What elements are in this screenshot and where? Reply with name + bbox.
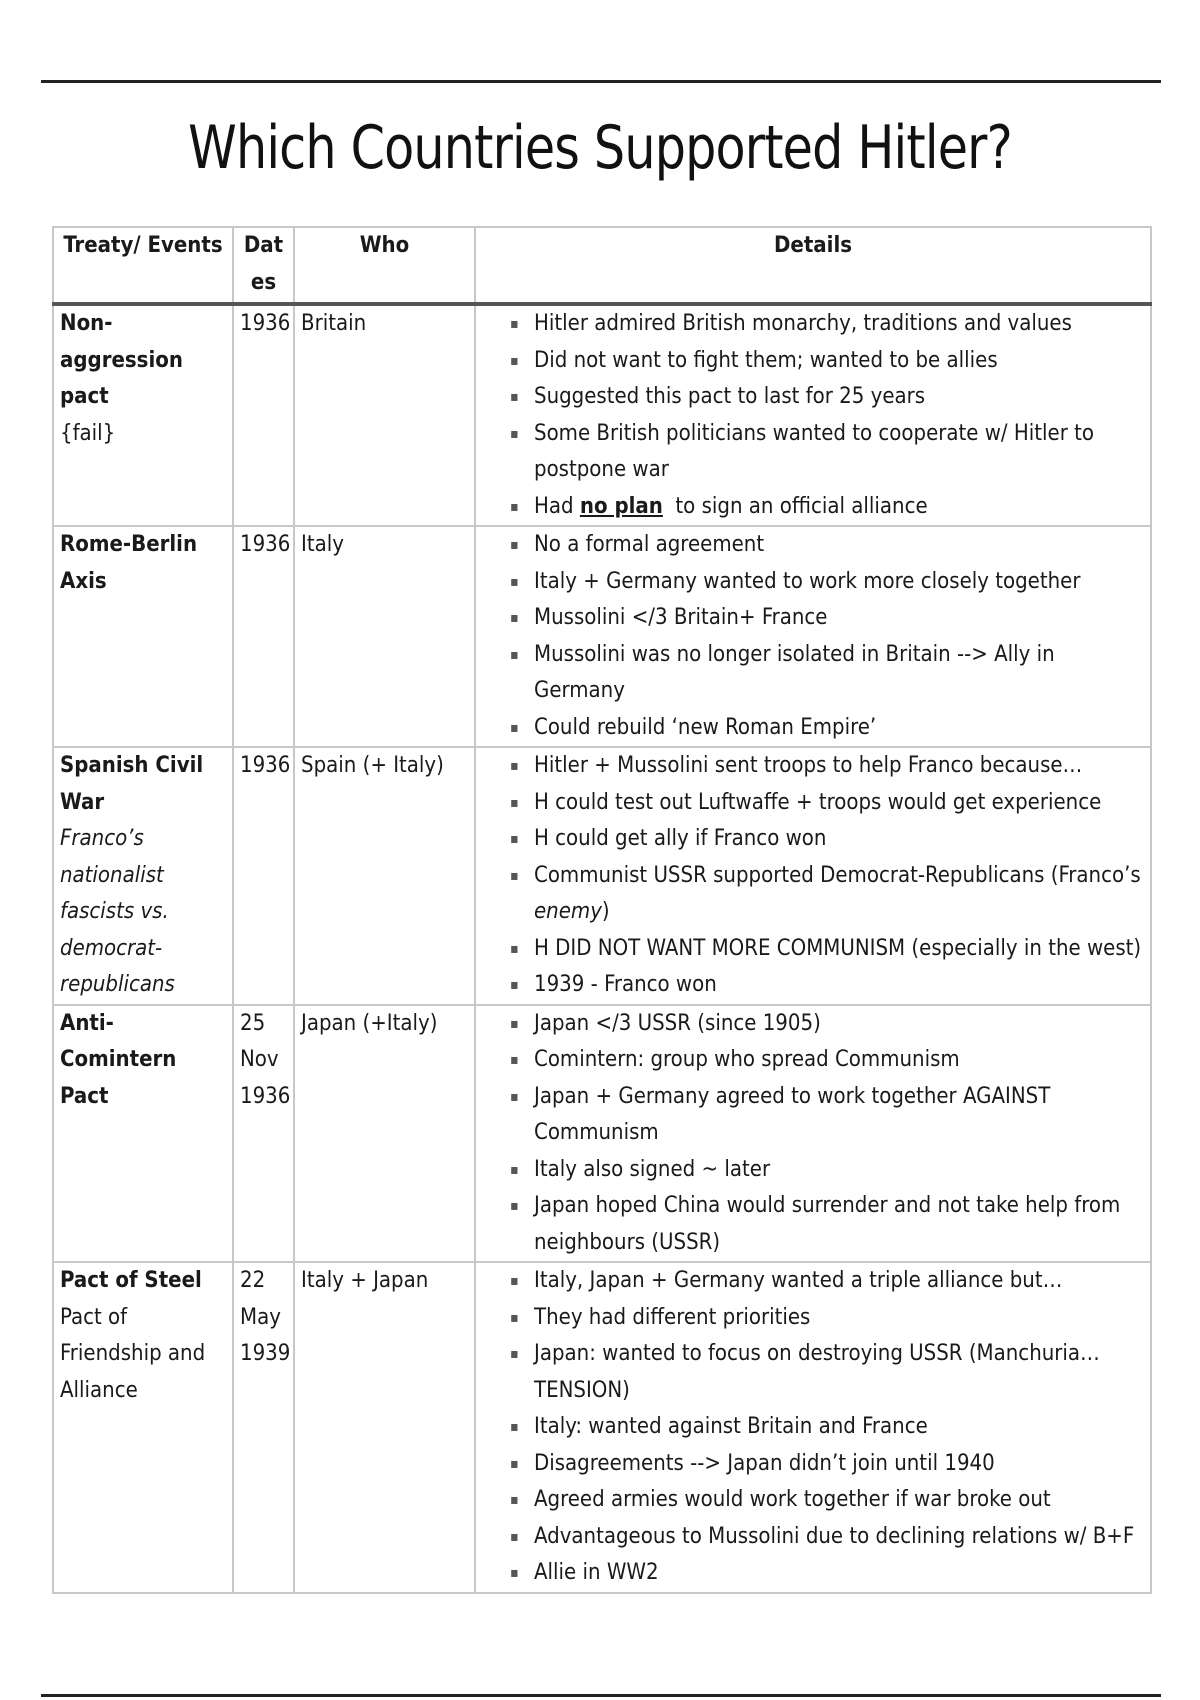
table-row — [53, 1262, 1151, 1593]
detail-text: Could rebuild ‘new Roman Empire’ — [534, 714, 877, 740]
list-item — [482, 564, 1144, 601]
detail-text: Mussolini was no longer isolated in Britain --> Ally in Germany — [534, 641, 1055, 703]
who-cell: Italy + Japan — [294, 1262, 475, 1593]
who-cell: Italy — [294, 526, 475, 747]
bullet-icon: ▪ — [510, 719, 519, 736]
detail-text-post: to sign an official alliance — [662, 493, 928, 519]
bullet-icon: ▪ — [510, 1528, 519, 1545]
bullet-icon: ▪ — [510, 1419, 519, 1435]
detail-text: Japan + Germany agreed to work together AGAINST Communism — [534, 1083, 1051, 1145]
who-cell: Spain (+ Italy) — [294, 747, 475, 1005]
bullet-icon: ▪ — [510, 1088, 519, 1105]
list-item — [482, 785, 1144, 822]
detail-text: Hitler admired British monarchy, traditions and values — [534, 311, 1072, 336]
event-name: Anti-Comintern Pact — [60, 1010, 177, 1109]
detail-text: Italy + Germany wanted to work more closely together — [534, 568, 1081, 594]
details-cell — [475, 526, 1151, 747]
list-item — [482, 1555, 1144, 1592]
detail-text-pre: Had — [534, 493, 580, 519]
list-item — [482, 637, 1144, 710]
bullet-icon: ▪ — [510, 646, 519, 663]
list-item — [482, 710, 1144, 747]
detail-text: Italy: wanted against Britain and France — [534, 1414, 928, 1439]
detail-text: Japan: wanted to focus on destroying USSR (Manchuria… TENSION) — [534, 1341, 1100, 1403]
table-row — [53, 747, 1151, 1005]
detail-text: Did not want to fight them; wanted to be allies — [534, 347, 998, 373]
bullet-icon: ▪ — [510, 1198, 519, 1214]
bullet-icon: ▪ — [510, 1273, 519, 1289]
bullet-icon: ▪ — [510, 1346, 519, 1362]
event-name: Pact of Steel — [60, 1268, 202, 1293]
who-cell: Japan (+Italy) — [294, 1005, 475, 1263]
list-item — [482, 967, 1144, 1004]
bullet-icon: ▪ — [510, 352, 519, 369]
list-item — [482, 600, 1144, 637]
list-item — [482, 1300, 1144, 1337]
event-cell — [53, 304, 233, 526]
detail-text: Japan </3 USSR (since 1905) — [534, 1010, 821, 1036]
bullet-icon: ▪ — [510, 1565, 519, 1581]
list-item — [482, 931, 1144, 968]
list-item — [482, 379, 1144, 416]
detail-text: Comintern: group who spread Communism — [534, 1047, 960, 1072]
detail-emphasis: no plan — [579, 493, 663, 519]
detail-text: They had different priorities — [534, 1304, 811, 1330]
bullet-icon: ▪ — [510, 316, 519, 332]
table-row — [53, 1005, 1151, 1263]
bullet-icon: ▪ — [510, 758, 519, 774]
detail-text: 1939 - Franco won — [534, 972, 717, 997]
list-item — [482, 1263, 1144, 1300]
bullet-icon: ▪ — [510, 1161, 519, 1178]
list-item — [482, 416, 1144, 489]
detail-text: Disagreements --> Japan didn’t join until 1940 — [534, 1450, 995, 1476]
detail-emphasis: enemy — [534, 899, 602, 924]
detail-text: Advantageous to Mussolini due to declining relations w/ B+F — [534, 1523, 1135, 1549]
details-list — [482, 527, 1144, 746]
bullet-icon: ▪ — [510, 940, 519, 957]
header-who: Who — [294, 227, 475, 304]
detail-text: Some British politicians wanted to cooperate w/ Hitler to postpone war — [534, 420, 1094, 482]
detail-text: Hitler + Mussolini sent troops to help Franco because… — [534, 753, 1083, 778]
bullet-icon: ▪ — [510, 1492, 519, 1508]
table-row — [53, 526, 1151, 747]
details-cell — [475, 1262, 1151, 1593]
list-item — [482, 1482, 1144, 1519]
list-item — [482, 1079, 1144, 1152]
date-cell: 1936 — [233, 304, 294, 526]
list-item — [482, 748, 1144, 785]
list-item — [482, 1446, 1144, 1483]
event-subtitle: Franco’s nationalist fascists vs. democrat-republicans — [60, 826, 175, 997]
details-cell — [475, 747, 1151, 1005]
detail-text: Allie in WW2 — [534, 1560, 659, 1585]
detail-text: H could test out Luftwaffe + troops would get experience — [534, 789, 1102, 815]
list-item — [482, 821, 1144, 858]
details-list — [482, 306, 1144, 525]
list-item — [482, 1006, 1144, 1043]
bottom-rule — [41, 1694, 1161, 1697]
detail-text: Italy also signed ~ later — [534, 1156, 771, 1182]
details-cell — [475, 1005, 1151, 1263]
date-cell: 22 May 1939 — [233, 1262, 294, 1593]
list-item — [482, 306, 1144, 343]
details-list — [482, 1263, 1144, 1592]
bullet-icon: ▪ — [510, 977, 519, 993]
list-item — [482, 527, 1144, 564]
list-item — [482, 1188, 1144, 1261]
detail-text: Italy, Japan + Germany wanted a triple alliance but… — [534, 1268, 1063, 1293]
list-item — [482, 1152, 1144, 1189]
table-row — [53, 304, 1151, 526]
detail-text: Japan hoped China would surrender and not take help from neighbours (USSR) — [534, 1193, 1121, 1255]
details-cell — [475, 304, 1151, 526]
detail-text: Suggested this pact to last for 25 years — [534, 384, 926, 409]
event-name: Rome-Berlin Axis — [60, 532, 198, 594]
event-subtitle: {fail} — [60, 420, 116, 446]
date-cell: 1936 — [233, 747, 294, 1005]
date-cell: 1936 — [233, 526, 294, 747]
list-item — [482, 1519, 1144, 1556]
event-name: Spanish Civil War — [60, 753, 204, 815]
bullet-icon: ▪ — [510, 610, 519, 626]
detail-text: H could get ally if Franco won — [534, 826, 827, 851]
bullet-icon: ▪ — [510, 867, 519, 884]
event-cell — [53, 526, 233, 747]
treaty-table — [52, 226, 1152, 1594]
details-list — [482, 1006, 1144, 1262]
list-item — [482, 1409, 1144, 1446]
event-subtitle: Pact of Friendship and Alliance — [60, 1304, 206, 1403]
header-event: Treaty/ Events — [53, 227, 233, 304]
header-details: Details — [475, 227, 1151, 304]
bullet-icon: ▪ — [510, 1455, 519, 1472]
event-name: Non-aggression pact — [60, 311, 183, 409]
detail-text: Mussolini </3 Britain+ France — [534, 605, 828, 630]
list-item — [482, 1336, 1144, 1409]
date-cell: 25 Nov 1936 — [233, 1005, 294, 1263]
bullet-icon: ▪ — [510, 1052, 519, 1068]
detail-text: H DID NOT WANT MORE COMMUNISM (especially in the west) — [534, 935, 1142, 961]
details-list — [482, 748, 1144, 1004]
list-item — [482, 1042, 1144, 1079]
detail-text: No a formal agreement — [534, 532, 765, 557]
bullet-icon: ▪ — [510, 498, 519, 515]
bullet-icon: ▪ — [510, 831, 519, 847]
detail-text-post: ) — [601, 899, 610, 924]
top-rule — [41, 80, 1161, 83]
bullet-icon: ▪ — [510, 1015, 519, 1032]
list-item — [482, 489, 1144, 526]
header-row — [53, 227, 1151, 304]
event-cell — [53, 1005, 233, 1263]
bullet-icon: ▪ — [510, 389, 519, 405]
bullet-icon: ▪ — [510, 1309, 519, 1326]
bullet-icon: ▪ — [510, 573, 519, 590]
bullet-icon: ▪ — [510, 794, 519, 811]
bullet-icon: ▪ — [510, 537, 519, 553]
event-cell — [53, 747, 233, 1005]
header-dates: Dates — [233, 227, 294, 304]
list-item — [482, 343, 1144, 380]
detail-text-pre: Communist USSR supported Democrat-Republicans (Franco’s — [534, 862, 1141, 888]
page-title: Which Countries Supported Hitler? — [188, 113, 1012, 183]
bullet-icon: ▪ — [510, 425, 519, 442]
detail-text: Agreed armies would work together if war broke out — [534, 1487, 1051, 1512]
event-cell — [53, 1262, 233, 1593]
list-item — [482, 858, 1144, 931]
who-cell: Britain — [294, 304, 475, 526]
